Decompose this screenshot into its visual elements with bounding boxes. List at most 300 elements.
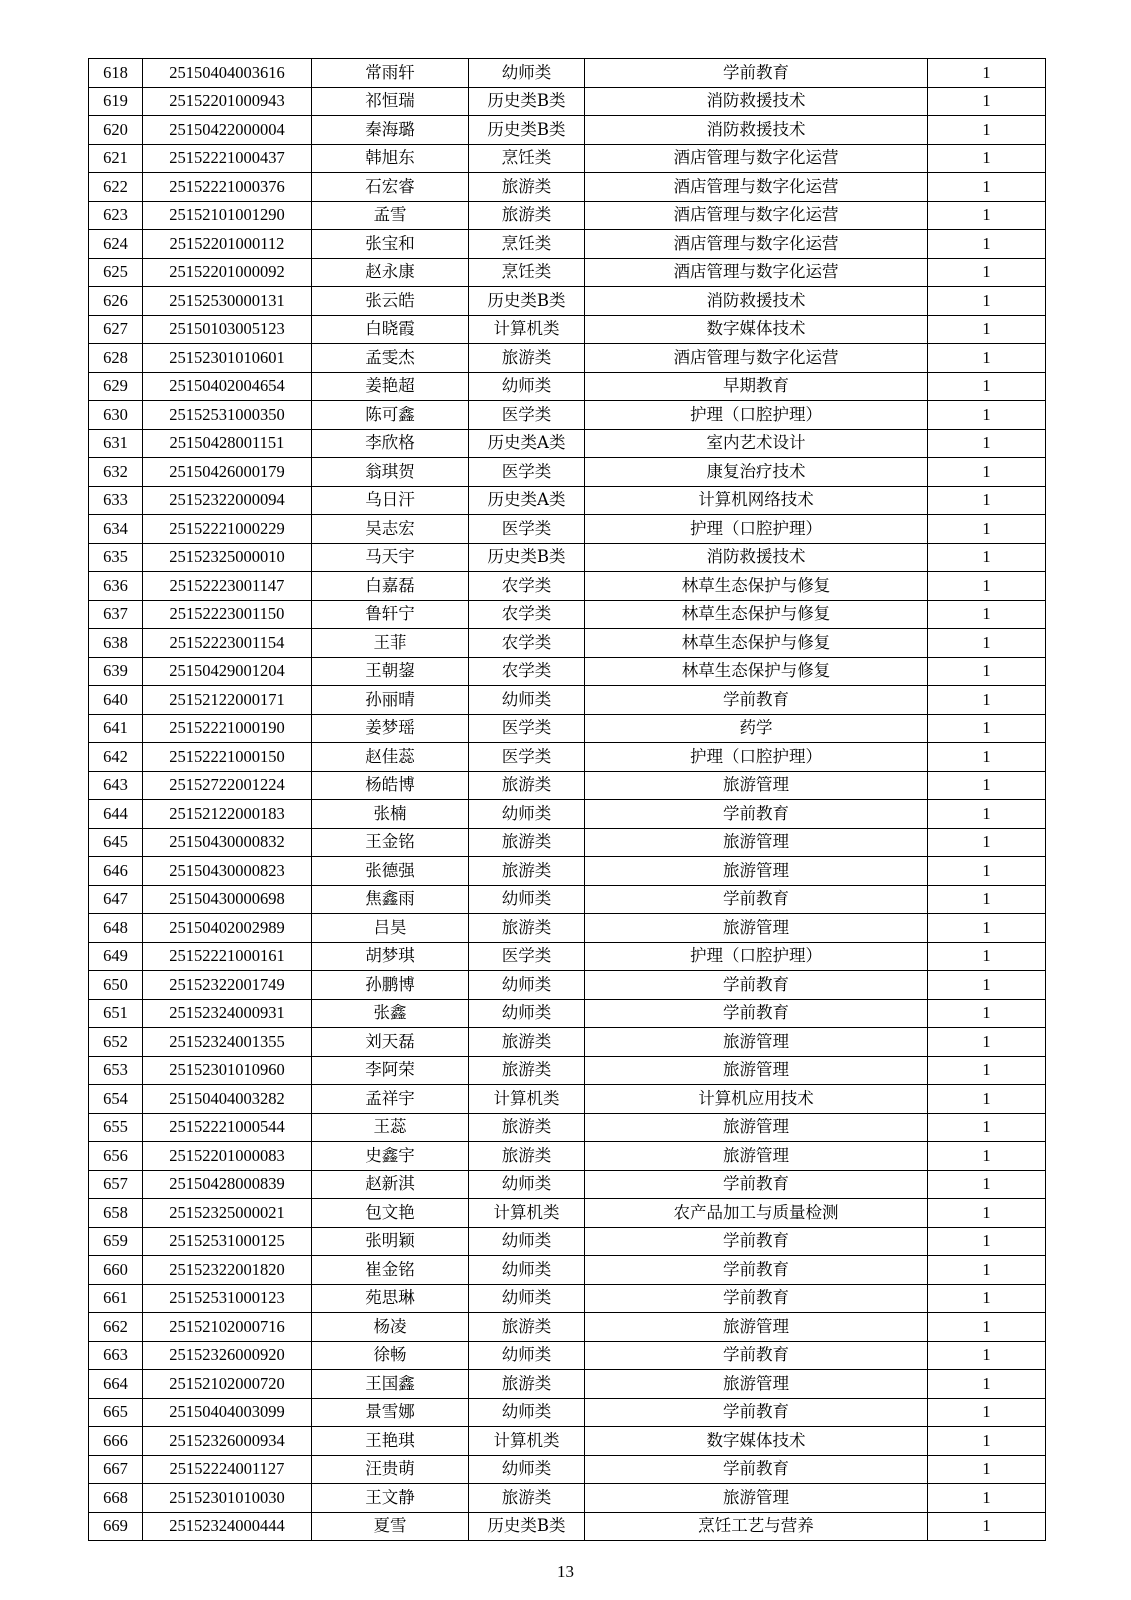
major-cell: 林草生态保护与修复 [585,629,928,658]
student-name-cell: 夏雪 [312,1512,469,1541]
major-cell: 旅游管理 [585,771,928,800]
count-cell: 1 [928,1227,1046,1256]
count-cell: 1 [928,401,1046,430]
table-row [89,173,1046,202]
candidate-id-cell: 25152221000229 [143,515,312,544]
student-name-cell: 景雪娜 [312,1398,469,1427]
student-name-cell: 姜梦瑶 [312,714,469,743]
row-number-cell: 652 [89,1028,143,1057]
table-row [89,600,1046,629]
row-number-cell: 665 [89,1398,143,1427]
student-name-cell: 李阿荣 [312,1056,469,1085]
count-cell: 1 [928,458,1046,487]
student-name-cell: 王文静 [312,1484,469,1513]
student-name-cell: 杨凌 [312,1313,469,1342]
category-cell: 旅游类 [469,173,585,202]
count-cell: 1 [928,743,1046,772]
candidate-id-cell: 25152122000183 [143,800,312,829]
category-cell: 幼师类 [469,971,585,1000]
admission-list-table [88,58,1046,1541]
row-number-cell: 662 [89,1313,143,1342]
candidate-id-cell: 25152223001150 [143,600,312,629]
student-name-cell: 姜艳超 [312,372,469,401]
student-name-cell: 史鑫宇 [312,1142,469,1171]
major-cell: 室内艺术设计 [585,429,928,458]
table-row [89,287,1046,316]
row-number-cell: 619 [89,87,143,116]
count-cell: 1 [928,1427,1046,1456]
major-cell: 酒店管理与数字化运营 [585,144,928,173]
category-cell: 旅游类 [469,857,585,886]
table-row [89,657,1046,686]
table-row [89,629,1046,658]
row-number-cell: 647 [89,885,143,914]
table-row [89,458,1046,487]
major-cell: 旅游管理 [585,1028,928,1057]
major-cell: 学前教育 [585,999,928,1028]
row-number-cell: 656 [89,1142,143,1171]
count-cell: 1 [928,230,1046,259]
count-cell: 1 [928,914,1046,943]
student-name-cell: 苑思琳 [312,1284,469,1313]
student-name-cell: 白晓霞 [312,315,469,344]
category-cell: 幼师类 [469,1455,585,1484]
category-cell: 医学类 [469,743,585,772]
count-cell: 1 [928,315,1046,344]
count-cell: 1 [928,87,1046,116]
student-name-cell: 徐畅 [312,1341,469,1370]
category-cell: 幼师类 [469,800,585,829]
table-body [89,59,1046,1541]
student-name-cell: 崔金铭 [312,1256,469,1285]
category-cell: 计算机类 [469,315,585,344]
student-name-cell: 刘天磊 [312,1028,469,1057]
candidate-id-cell: 25152122000171 [143,686,312,715]
count-cell: 1 [928,857,1046,886]
table-row [89,1313,1046,1342]
row-number-cell: 666 [89,1427,143,1456]
table-row [89,1341,1046,1370]
count-cell: 1 [928,1056,1046,1085]
candidate-id-cell: 25150430000823 [143,857,312,886]
major-cell: 林草生态保护与修复 [585,657,928,686]
row-number-cell: 624 [89,230,143,259]
category-cell: 幼师类 [469,1170,585,1199]
major-cell: 旅游管理 [585,1484,928,1513]
table-row [89,429,1046,458]
table-row [89,1199,1046,1228]
category-cell: 幼师类 [469,1341,585,1370]
student-name-cell: 张云皓 [312,287,469,316]
candidate-id-cell: 25152325000010 [143,543,312,572]
student-name-cell: 孟雯杰 [312,344,469,373]
count-cell: 1 [928,800,1046,829]
count-cell: 1 [928,999,1046,1028]
row-number-cell: 626 [89,287,143,316]
count-cell: 1 [928,1170,1046,1199]
table-row [89,486,1046,515]
major-cell: 学前教育 [585,686,928,715]
student-name-cell: 张宝和 [312,230,469,259]
row-number-cell: 657 [89,1170,143,1199]
row-number-cell: 648 [89,914,143,943]
major-cell: 消防救援技术 [585,543,928,572]
row-number-cell: 618 [89,59,143,88]
major-cell: 旅游管理 [585,857,928,886]
table-row [89,942,1046,971]
major-cell: 学前教育 [585,1170,928,1199]
category-cell: 幼师类 [469,1227,585,1256]
candidate-id-cell: 25152223001147 [143,572,312,601]
table-row [89,1398,1046,1427]
table-row [89,116,1046,145]
candidate-id-cell: 25152530000131 [143,287,312,316]
student-name-cell: 王金铭 [312,828,469,857]
major-cell: 护理（口腔护理） [585,401,928,430]
major-cell: 学前教育 [585,1341,928,1370]
category-cell: 农学类 [469,657,585,686]
candidate-id-cell: 25152531000125 [143,1227,312,1256]
category-cell: 计算机类 [469,1085,585,1114]
table-row [89,828,1046,857]
table-row [89,59,1046,88]
candidate-id-cell: 25152324000444 [143,1512,312,1541]
candidate-id-cell: 25150103005123 [143,315,312,344]
count-cell: 1 [928,657,1046,686]
row-number-cell: 659 [89,1227,143,1256]
student-name-cell: 翁琪贺 [312,458,469,487]
major-cell: 林草生态保护与修复 [585,572,928,601]
candidate-id-cell: 25152322001749 [143,971,312,1000]
count-cell: 1 [928,344,1046,373]
category-cell: 旅游类 [469,1056,585,1085]
table-row [89,87,1046,116]
row-number-cell: 620 [89,116,143,145]
candidate-id-cell: 25152531000123 [143,1284,312,1313]
category-cell: 农学类 [469,572,585,601]
candidate-id-cell: 25150404003282 [143,1085,312,1114]
major-cell: 药学 [585,714,928,743]
category-cell: 历史类B类 [469,543,585,572]
student-name-cell: 王菲 [312,629,469,658]
student-name-cell: 王国鑫 [312,1370,469,1399]
category-cell: 旅游类 [469,771,585,800]
category-cell: 历史类B类 [469,116,585,145]
table-row [89,1170,1046,1199]
student-name-cell: 祁恒瑞 [312,87,469,116]
count-cell: 1 [928,173,1046,202]
category-cell: 计算机类 [469,1427,585,1456]
count-cell: 1 [928,543,1046,572]
candidate-id-cell: 25150428001151 [143,429,312,458]
row-number-cell: 642 [89,743,143,772]
category-cell: 旅游类 [469,1113,585,1142]
category-cell: 旅游类 [469,914,585,943]
count-cell: 1 [928,1370,1046,1399]
major-cell: 酒店管理与数字化运营 [585,230,928,259]
candidate-id-cell: 25150430000832 [143,828,312,857]
table-row [89,999,1046,1028]
candidate-id-cell: 25150422000004 [143,116,312,145]
row-number-cell: 633 [89,486,143,515]
table-row [89,1455,1046,1484]
count-cell: 1 [928,1313,1046,1342]
student-name-cell: 孙丽晴 [312,686,469,715]
major-cell: 酒店管理与数字化运营 [585,201,928,230]
row-number-cell: 667 [89,1455,143,1484]
major-cell: 护理（口腔护理） [585,515,928,544]
count-cell: 1 [928,429,1046,458]
count-cell: 1 [928,885,1046,914]
candidate-id-cell: 25152326000920 [143,1341,312,1370]
category-cell: 历史类B类 [469,1512,585,1541]
category-cell: 医学类 [469,458,585,487]
row-number-cell: 651 [89,999,143,1028]
table-row [89,201,1046,230]
count-cell: 1 [928,828,1046,857]
category-cell: 旅游类 [469,1313,585,1342]
student-name-cell: 李欣格 [312,429,469,458]
table-row [89,771,1046,800]
table-row [89,914,1046,943]
row-number-cell: 654 [89,1085,143,1114]
table-row [89,230,1046,259]
table-row [89,258,1046,287]
major-cell: 酒店管理与数字化运营 [585,258,928,287]
major-cell: 酒店管理与数字化运营 [585,173,928,202]
major-cell: 旅游管理 [585,1056,928,1085]
table-row [89,1484,1046,1513]
category-cell: 医学类 [469,714,585,743]
major-cell: 数字媒体技术 [585,1427,928,1456]
count-cell: 1 [928,629,1046,658]
category-cell: 幼师类 [469,885,585,914]
row-number-cell: 649 [89,942,143,971]
row-number-cell: 660 [89,1256,143,1285]
count-cell: 1 [928,144,1046,173]
row-number-cell: 663 [89,1341,143,1370]
count-cell: 1 [928,1256,1046,1285]
student-name-cell: 吴志宏 [312,515,469,544]
category-cell: 旅游类 [469,828,585,857]
table-row [89,372,1046,401]
row-number-cell: 664 [89,1370,143,1399]
table-row [89,1370,1046,1399]
candidate-id-cell: 25152224001127 [143,1455,312,1484]
major-cell: 护理（口腔护理） [585,942,928,971]
count-cell: 1 [928,942,1046,971]
major-cell: 旅游管理 [585,914,928,943]
row-number-cell: 658 [89,1199,143,1228]
candidate-id-cell: 25152201000112 [143,230,312,259]
table-row [89,1227,1046,1256]
student-name-cell: 胡梦琪 [312,942,469,971]
student-name-cell: 王艳琪 [312,1427,469,1456]
student-name-cell: 王蕊 [312,1113,469,1142]
row-number-cell: 668 [89,1484,143,1513]
table-row [89,144,1046,173]
row-number-cell: 630 [89,401,143,430]
count-cell: 1 [928,1199,1046,1228]
row-number-cell: 621 [89,144,143,173]
student-name-cell: 包文艳 [312,1199,469,1228]
row-number-cell: 638 [89,629,143,658]
category-cell: 医学类 [469,942,585,971]
student-name-cell: 孟雪 [312,201,469,230]
major-cell: 学前教育 [585,800,928,829]
row-number-cell: 640 [89,686,143,715]
major-cell: 学前教育 [585,885,928,914]
row-number-cell: 632 [89,458,143,487]
student-name-cell: 赵新淇 [312,1170,469,1199]
count-cell: 1 [928,486,1046,515]
table-row [89,315,1046,344]
category-cell: 旅游类 [469,1142,585,1171]
candidate-id-cell: 25152531000350 [143,401,312,430]
count-cell: 1 [928,1512,1046,1541]
table-row [89,971,1046,1000]
student-name-cell: 陈可鑫 [312,401,469,430]
row-number-cell: 653 [89,1056,143,1085]
category-cell: 农学类 [469,600,585,629]
student-name-cell: 秦海璐 [312,116,469,145]
category-cell: 旅游类 [469,1028,585,1057]
major-cell: 旅游管理 [585,828,928,857]
count-cell: 1 [928,1484,1046,1513]
table-row [89,401,1046,430]
category-cell: 医学类 [469,401,585,430]
count-cell: 1 [928,1284,1046,1313]
row-number-cell: 661 [89,1284,143,1313]
row-number-cell: 631 [89,429,143,458]
table-row [89,1085,1046,1114]
student-name-cell: 孙鹏博 [312,971,469,1000]
category-cell: 幼师类 [469,1398,585,1427]
major-cell: 护理（口腔护理） [585,743,928,772]
candidate-id-cell: 25152324001355 [143,1028,312,1057]
candidate-id-cell: 25152102000716 [143,1313,312,1342]
table-row [89,885,1046,914]
major-cell: 学前教育 [585,1256,928,1285]
category-cell: 幼师类 [469,686,585,715]
student-name-cell: 孟祥宇 [312,1085,469,1114]
major-cell: 学前教育 [585,1284,928,1313]
candidate-id-cell: 25150429001204 [143,657,312,686]
candidate-id-cell: 25152201000092 [143,258,312,287]
category-cell: 幼师类 [469,372,585,401]
student-name-cell: 鲁轩宁 [312,600,469,629]
candidate-id-cell: 25152221000161 [143,942,312,971]
row-number-cell: 641 [89,714,143,743]
table-row [89,1113,1046,1142]
count-cell: 1 [928,1398,1046,1427]
category-cell: 幼师类 [469,999,585,1028]
student-name-cell: 白嘉磊 [312,572,469,601]
candidate-id-cell: 25150426000179 [143,458,312,487]
candidate-id-cell: 25152301010601 [143,344,312,373]
major-cell: 旅游管理 [585,1142,928,1171]
count-cell: 1 [928,116,1046,145]
count-cell: 1 [928,287,1046,316]
table-row [89,1427,1046,1456]
table-row [89,1056,1046,1085]
count-cell: 1 [928,258,1046,287]
student-name-cell: 吕昊 [312,914,469,943]
category-cell: 烹饪类 [469,258,585,287]
table-row [89,686,1046,715]
count-cell: 1 [928,572,1046,601]
count-cell: 1 [928,971,1046,1000]
student-name-cell: 赵佳蕊 [312,743,469,772]
student-name-cell: 马天宇 [312,543,469,572]
candidate-id-cell: 25152221000376 [143,173,312,202]
candidate-id-cell: 25152221000190 [143,714,312,743]
table-row [89,714,1046,743]
major-cell: 旅游管理 [585,1313,928,1342]
major-cell: 林草生态保护与修复 [585,600,928,629]
student-name-cell: 焦鑫雨 [312,885,469,914]
table-row [89,515,1046,544]
student-name-cell: 张楠 [312,800,469,829]
major-cell: 计算机应用技术 [585,1085,928,1114]
candidate-id-cell: 25152301010030 [143,1484,312,1513]
candidate-id-cell: 25150402002989 [143,914,312,943]
major-cell: 农产品加工与质量检测 [585,1199,928,1228]
major-cell: 学前教育 [585,1455,928,1484]
row-number-cell: 625 [89,258,143,287]
candidate-id-cell: 25150402004654 [143,372,312,401]
category-cell: 历史类B类 [469,87,585,116]
major-cell: 旅游管理 [585,1370,928,1399]
table-row [89,1028,1046,1057]
candidate-id-cell: 25150428000839 [143,1170,312,1199]
candidate-id-cell: 25152301010960 [143,1056,312,1085]
row-number-cell: 623 [89,201,143,230]
major-cell: 旅游管理 [585,1113,928,1142]
count-cell: 1 [928,1341,1046,1370]
table-row [89,543,1046,572]
candidate-id-cell: 25152101001290 [143,201,312,230]
category-cell: 历史类A类 [469,429,585,458]
row-number-cell: 644 [89,800,143,829]
major-cell: 消防救援技术 [585,87,928,116]
candidate-id-cell: 25152102000720 [143,1370,312,1399]
row-number-cell: 643 [89,771,143,800]
candidate-id-cell: 25150404003099 [143,1398,312,1427]
count-cell: 1 [928,59,1046,88]
student-name-cell: 张明颖 [312,1227,469,1256]
category-cell: 幼师类 [469,1256,585,1285]
category-cell: 历史类B类 [469,287,585,316]
table-row [89,1142,1046,1171]
table-row [89,743,1046,772]
row-number-cell: 669 [89,1512,143,1541]
category-cell: 烹饪类 [469,230,585,259]
major-cell: 学前教育 [585,1398,928,1427]
row-number-cell: 627 [89,315,143,344]
category-cell: 幼师类 [469,59,585,88]
page-number: 13 [557,1562,574,1581]
student-name-cell: 韩旭东 [312,144,469,173]
major-cell: 康复治疗技术 [585,458,928,487]
row-number-cell: 655 [89,1113,143,1142]
row-number-cell: 622 [89,173,143,202]
row-number-cell: 635 [89,543,143,572]
candidate-id-cell: 25152201000943 [143,87,312,116]
count-cell: 1 [928,1085,1046,1114]
table-row [89,572,1046,601]
table-row [89,800,1046,829]
